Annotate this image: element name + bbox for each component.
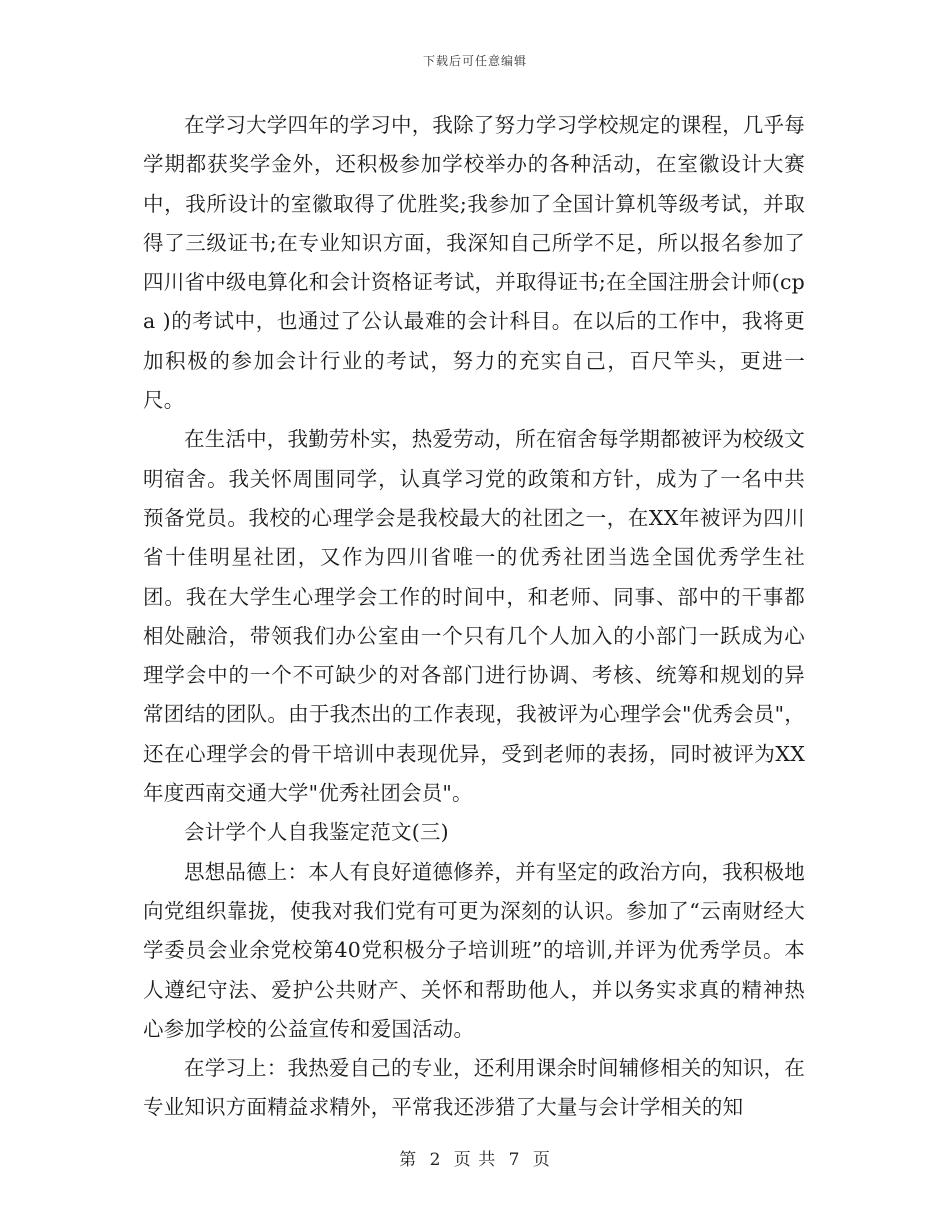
footer-current-page: 2	[429, 1150, 442, 1170]
section-heading: 会计学个人自我鉴定范文(三)	[184, 820, 449, 845]
paragraph-morality: 思想品德上：本人有良好道德修养，并有坚定的政治方向，我积极地向党组织靠拢，使我对我们党有可更为深刻的认识。参加了“云南财经大学委员会业余党校第40党积极分子培训班”的培训,并评为优秀学员。本人遵纪守法、爱护公共财产、关怀和帮助他人，并以务实求真的精神热心参加学校的公益宣传和爱国活动。	[143, 859, 805, 1041]
document-body	[143, 106, 805, 1128]
footer-label-middle: 页 共	[453, 1150, 497, 1170]
footer-label-after: 页	[532, 1150, 551, 1170]
paragraph-study: 在学习大学四年的学习中，我除了努力学习学校规定的课程，几乎每学期都获奖学金外，还积极参加学校举办的各种活动，在室徽设计大赛中，我所设计的室徽取得了优胜奖;我参加了全国计算机等级考试，并取得了三级证书;在专业知识方面，我深知自己所学不足，所以报名参加了四川省中级电算化和会计资格证考试，并取得证书;在全国注册会计师(cpa )的考试中，也通过了公认最难的会计科目。在以后的工作中，我将更加积极的参加会计行业的考试，努力的充实自己，百尺竿头，更进一尺。	[143, 113, 805, 413]
page-footer	[0, 1145, 950, 1170]
paragraph-learning: 在学习上：我热爱自己的专业，还利用课余时间辅修相关的知识，在专业知识方面精益求精外，平常我还涉猎了大量与会计学相关的知	[143, 1056, 805, 1120]
header-note: 下载后可任意编辑	[422, 54, 527, 68]
paragraph-life: 在生活中，我勤劳朴实，热爱劳动，所在宿舍每学期都被评为校级文明宿舍。我关怀周围同学，认真学习党的政策和方针，成为了一名中共预备党员。我校的心理学会是我校最大的社团之一，在XX年被评为四川省十佳明星社团，又作为四川省唯一的优秀社团当选全国优秀学生社团。我在大学生心理学会工作的时间中，和老师、同事、部中的干事都相处融洽，带领我们办公室由一个只有几个人加入的小部门一跃成为心理学会中的一个不可缺少的对各部门进行协调、考核、统筹和规划的异常团结的团队。由于我杰出的工作表现，我被评为心理学会"优秀会员"，还在心理学会的骨干培训中表现优异，受到老师的表扬，同时被评为XX年度西南交通大学"优秀社团会员"。	[143, 427, 805, 806]
footer-total-pages: 7	[508, 1150, 521, 1170]
footer-label-before: 第	[399, 1150, 418, 1170]
